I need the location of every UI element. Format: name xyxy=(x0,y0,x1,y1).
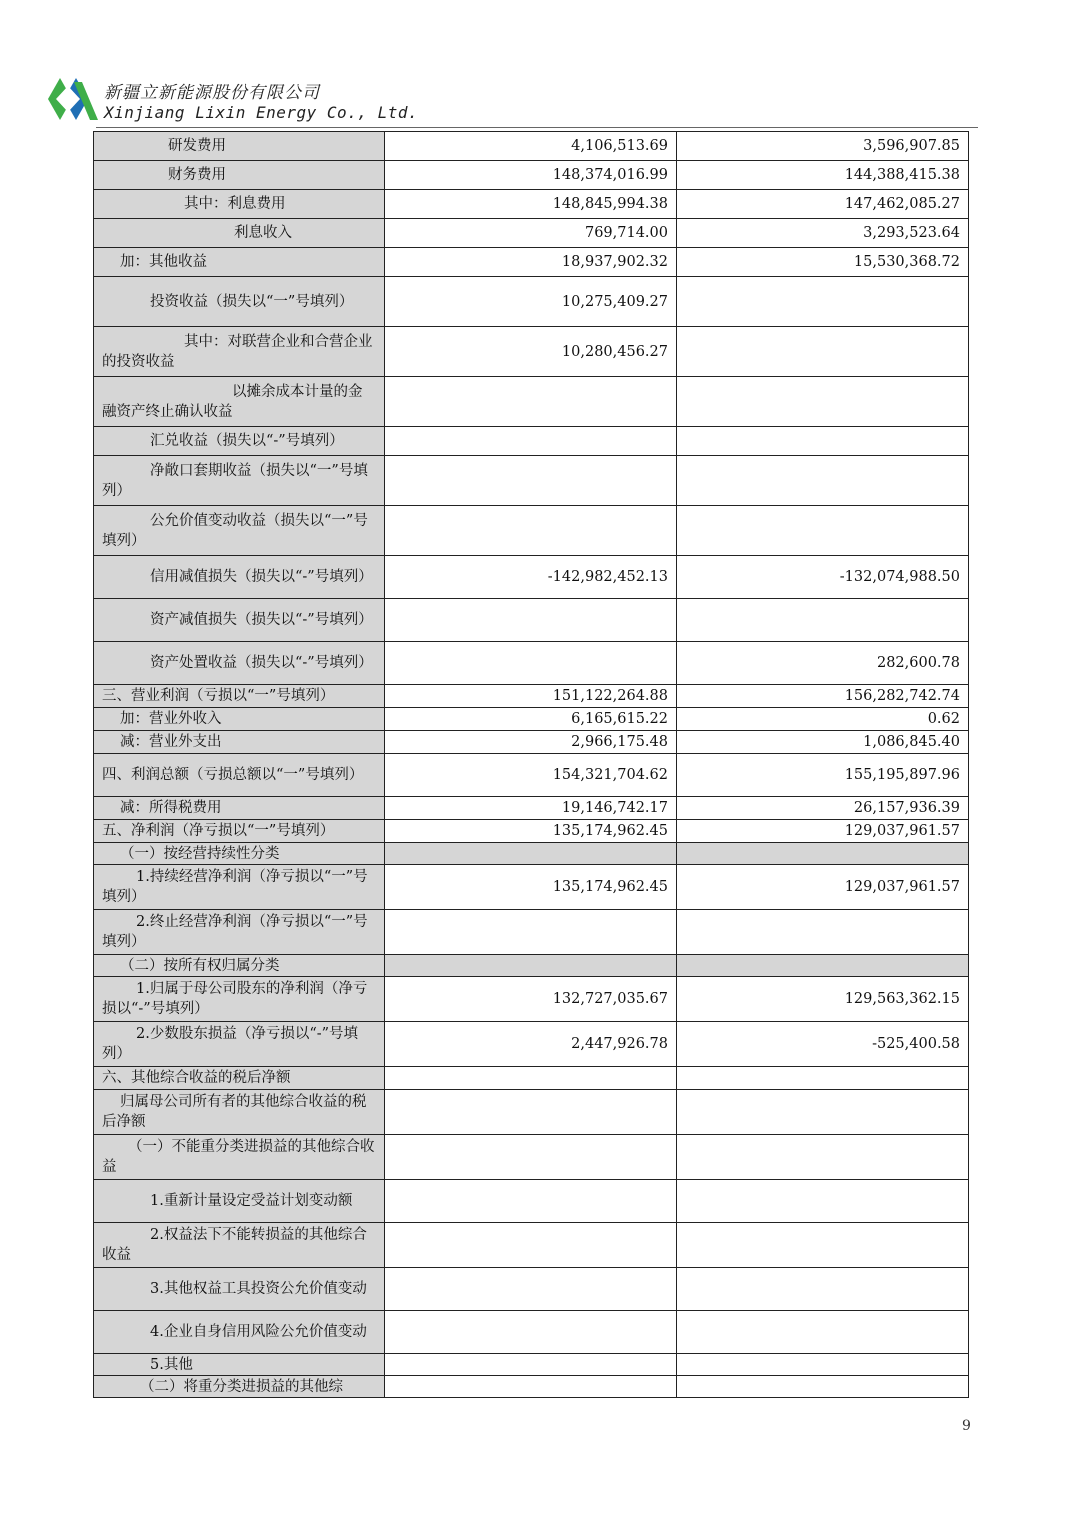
table-row xyxy=(94,1180,969,1223)
prior-period-value: 147,462,085.27 xyxy=(677,190,969,219)
row-label: 归属母公司所有者的其他综合收益的税后净额 xyxy=(94,1090,385,1135)
current-period-value: 132,727,035.67 xyxy=(385,977,677,1022)
prior-period-value: 156,282,742.74 xyxy=(677,685,969,708)
current-period-value xyxy=(385,1223,677,1268)
table-row xyxy=(94,248,969,277)
table-row xyxy=(94,731,969,754)
document-header xyxy=(46,72,978,128)
table-row xyxy=(94,708,969,731)
current-period-value: 148,845,994.38 xyxy=(385,190,677,219)
table-row xyxy=(94,1268,969,1311)
prior-period-value xyxy=(677,427,969,456)
table-row xyxy=(94,556,969,599)
row-label: 2.终止经营净利润（净亏损以“一”号填列） xyxy=(94,910,385,955)
prior-period-value: 129,037,961.57 xyxy=(677,865,969,910)
current-period-value xyxy=(385,1354,677,1376)
table-row xyxy=(94,977,969,1022)
prior-period-value xyxy=(677,910,969,955)
current-period-value xyxy=(385,843,677,865)
page-number: 9 xyxy=(962,1418,971,1434)
prior-period-value xyxy=(677,1223,969,1268)
table-row xyxy=(94,1022,969,1067)
table-row xyxy=(94,506,969,556)
table-row xyxy=(94,865,969,910)
prior-period-value xyxy=(677,456,969,506)
table-row xyxy=(94,910,969,955)
table-row xyxy=(94,1223,969,1268)
table-row xyxy=(94,190,969,219)
table-row xyxy=(94,1135,969,1180)
current-period-value xyxy=(385,910,677,955)
prior-period-value: 3,293,523.64 xyxy=(677,219,969,248)
row-label: 六、其他综合收益的税后净额 xyxy=(94,1067,385,1090)
table-row xyxy=(94,843,969,865)
prior-period-value: 129,037,961.57 xyxy=(677,820,969,843)
current-period-value: 18,937,902.32 xyxy=(385,248,677,277)
current-period-value: 2,966,175.48 xyxy=(385,731,677,754)
table-row xyxy=(94,955,969,977)
prior-period-value xyxy=(677,955,969,977)
prior-period-value xyxy=(677,1376,969,1398)
table-row xyxy=(94,685,969,708)
prior-period-value: 0.62 xyxy=(677,708,969,731)
prior-period-value: 282,600.78 xyxy=(677,642,969,685)
table-row xyxy=(94,1090,969,1135)
current-period-value: -142,982,452.13 xyxy=(385,556,677,599)
row-label: 2.权益法下不能转损益的其他综合收益 xyxy=(94,1223,385,1268)
row-label: 其中：利息费用 xyxy=(94,190,385,219)
row-label: 4.企业自身信用风险公允价值变动 xyxy=(94,1311,385,1354)
row-label: 三、营业利润（亏损以“一”号填列） xyxy=(94,685,385,708)
prior-period-value xyxy=(677,843,969,865)
header-divider xyxy=(96,127,978,128)
table-row xyxy=(94,1354,969,1376)
table-row xyxy=(94,1311,969,1354)
row-label: 加：其他收益 xyxy=(94,248,385,277)
current-period-value xyxy=(385,1135,677,1180)
current-period-value xyxy=(385,506,677,556)
company-name-english: Xinjiang Lixin Energy Co., Ltd. xyxy=(104,103,419,122)
current-period-value xyxy=(385,377,677,427)
current-period-value: 135,174,962.45 xyxy=(385,865,677,910)
row-label: （一）不能重分类进损益的其他综合收益 xyxy=(94,1135,385,1180)
row-label: 1.重新计量设定受益计划变动额 xyxy=(94,1180,385,1223)
row-label: 利息收入 xyxy=(94,219,385,248)
company-logo-icon xyxy=(46,74,102,124)
prior-period-value: 1,086,845.40 xyxy=(677,731,969,754)
row-label: 以摊余成本计量的金融资产终止确认收益 xyxy=(94,377,385,427)
row-label: 2.少数股东损益（净亏损以“-”号填列） xyxy=(94,1022,385,1067)
current-period-value: 10,275,409.27 xyxy=(385,277,677,327)
row-label: 加：营业外收入 xyxy=(94,708,385,731)
prior-period-value xyxy=(677,377,969,427)
prior-period-value xyxy=(677,599,969,642)
row-label: 公允价值变动收益（损失以“一”号填列） xyxy=(94,506,385,556)
prior-period-value: 3,596,907.85 xyxy=(677,132,969,161)
current-period-value xyxy=(385,1311,677,1354)
row-label: （二）将重分类进损益的其他综 xyxy=(94,1376,385,1398)
current-period-value xyxy=(385,1268,677,1311)
current-period-value: 2,447,926.78 xyxy=(385,1022,677,1067)
current-period-value xyxy=(385,599,677,642)
row-label: 5.其他 xyxy=(94,1354,385,1376)
current-period-value: 19,146,742.17 xyxy=(385,797,677,820)
prior-period-value: -525,400.58 xyxy=(677,1022,969,1067)
prior-period-value xyxy=(677,506,969,556)
company-name-chinese: 新疆立新能源股份有限公司 xyxy=(104,83,320,103)
current-period-value: 6,165,615.22 xyxy=(385,708,677,731)
row-label: （二）按所有权归属分类 xyxy=(94,955,385,977)
table-row xyxy=(94,642,969,685)
row-label: 净敞口套期收益（损失以“一”号填列） xyxy=(94,456,385,506)
current-period-value: 135,174,962.45 xyxy=(385,820,677,843)
current-period-value xyxy=(385,456,677,506)
table-row xyxy=(94,820,969,843)
current-period-value xyxy=(385,1067,677,1090)
table-row xyxy=(94,327,969,377)
row-label: 四、利润总额（亏损总额以“一”号填列） xyxy=(94,754,385,797)
table-row xyxy=(94,277,969,327)
row-label: 资产处置收益（损失以“-”号填列） xyxy=(94,642,385,685)
current-period-value: 154,321,704.62 xyxy=(385,754,677,797)
table-row xyxy=(94,427,969,456)
prior-period-value xyxy=(677,327,969,377)
row-label: 五、净利润（净亏损以“一”号填列） xyxy=(94,820,385,843)
row-label: 汇兑收益（损失以“-”号填列） xyxy=(94,427,385,456)
row-label: 财务费用 xyxy=(94,161,385,190)
current-period-value: 148,374,016.99 xyxy=(385,161,677,190)
current-period-value: 151,122,264.88 xyxy=(385,685,677,708)
row-label: 1.持续经营净利润（净亏损以“一”号填列） xyxy=(94,865,385,910)
income-statement-table xyxy=(93,131,969,1398)
prior-period-value: 15,530,368.72 xyxy=(677,248,969,277)
prior-period-value: -132,074,988.50 xyxy=(677,556,969,599)
prior-period-value xyxy=(677,1067,969,1090)
current-period-value xyxy=(385,1376,677,1398)
current-period-value xyxy=(385,642,677,685)
prior-period-value xyxy=(677,1180,969,1223)
row-label: 3.其他权益工具投资公允价值变动 xyxy=(94,1268,385,1311)
row-label: 减：所得税费用 xyxy=(94,797,385,820)
row-label: 其中：对联营企业和合营企业的投资收益 xyxy=(94,327,385,377)
prior-period-value xyxy=(677,1268,969,1311)
table-row xyxy=(94,161,969,190)
row-label: 1.归属于母公司股东的净利润（净亏损以“-”号填列） xyxy=(94,977,385,1022)
table-row xyxy=(94,599,969,642)
prior-period-value: 155,195,897.96 xyxy=(677,754,969,797)
table-row xyxy=(94,797,969,820)
prior-period-value: 144,388,415.38 xyxy=(677,161,969,190)
current-period-value: 769,714.00 xyxy=(385,219,677,248)
prior-period-value xyxy=(677,1090,969,1135)
row-label: 信用减值损失（损失以“-”号填列） xyxy=(94,556,385,599)
row-label: （一）按经营持续性分类 xyxy=(94,843,385,865)
row-label: 减：营业外支出 xyxy=(94,731,385,754)
prior-period-value xyxy=(677,1135,969,1180)
current-period-value xyxy=(385,1090,677,1135)
table-row xyxy=(94,377,969,427)
table-row xyxy=(94,754,969,797)
table-row xyxy=(94,456,969,506)
current-period-value xyxy=(385,955,677,977)
current-period-value xyxy=(385,1180,677,1223)
table-row xyxy=(94,132,969,161)
current-period-value: 10,280,456.27 xyxy=(385,327,677,377)
row-label: 投资收益（损失以“一”号填列） xyxy=(94,277,385,327)
prior-period-value: 26,157,936.39 xyxy=(677,797,969,820)
prior-period-value xyxy=(677,1311,969,1354)
table-row xyxy=(94,219,969,248)
prior-period-value xyxy=(677,1354,969,1376)
prior-period-value: 129,563,362.15 xyxy=(677,977,969,1022)
current-period-value xyxy=(385,427,677,456)
table-row xyxy=(94,1376,969,1398)
row-label: 资产减值损失（损失以“-”号填列） xyxy=(94,599,385,642)
current-period-value: 4,106,513.69 xyxy=(385,132,677,161)
prior-period-value xyxy=(677,277,969,327)
row-label: 研发费用 xyxy=(94,132,385,161)
table-row xyxy=(94,1067,969,1090)
